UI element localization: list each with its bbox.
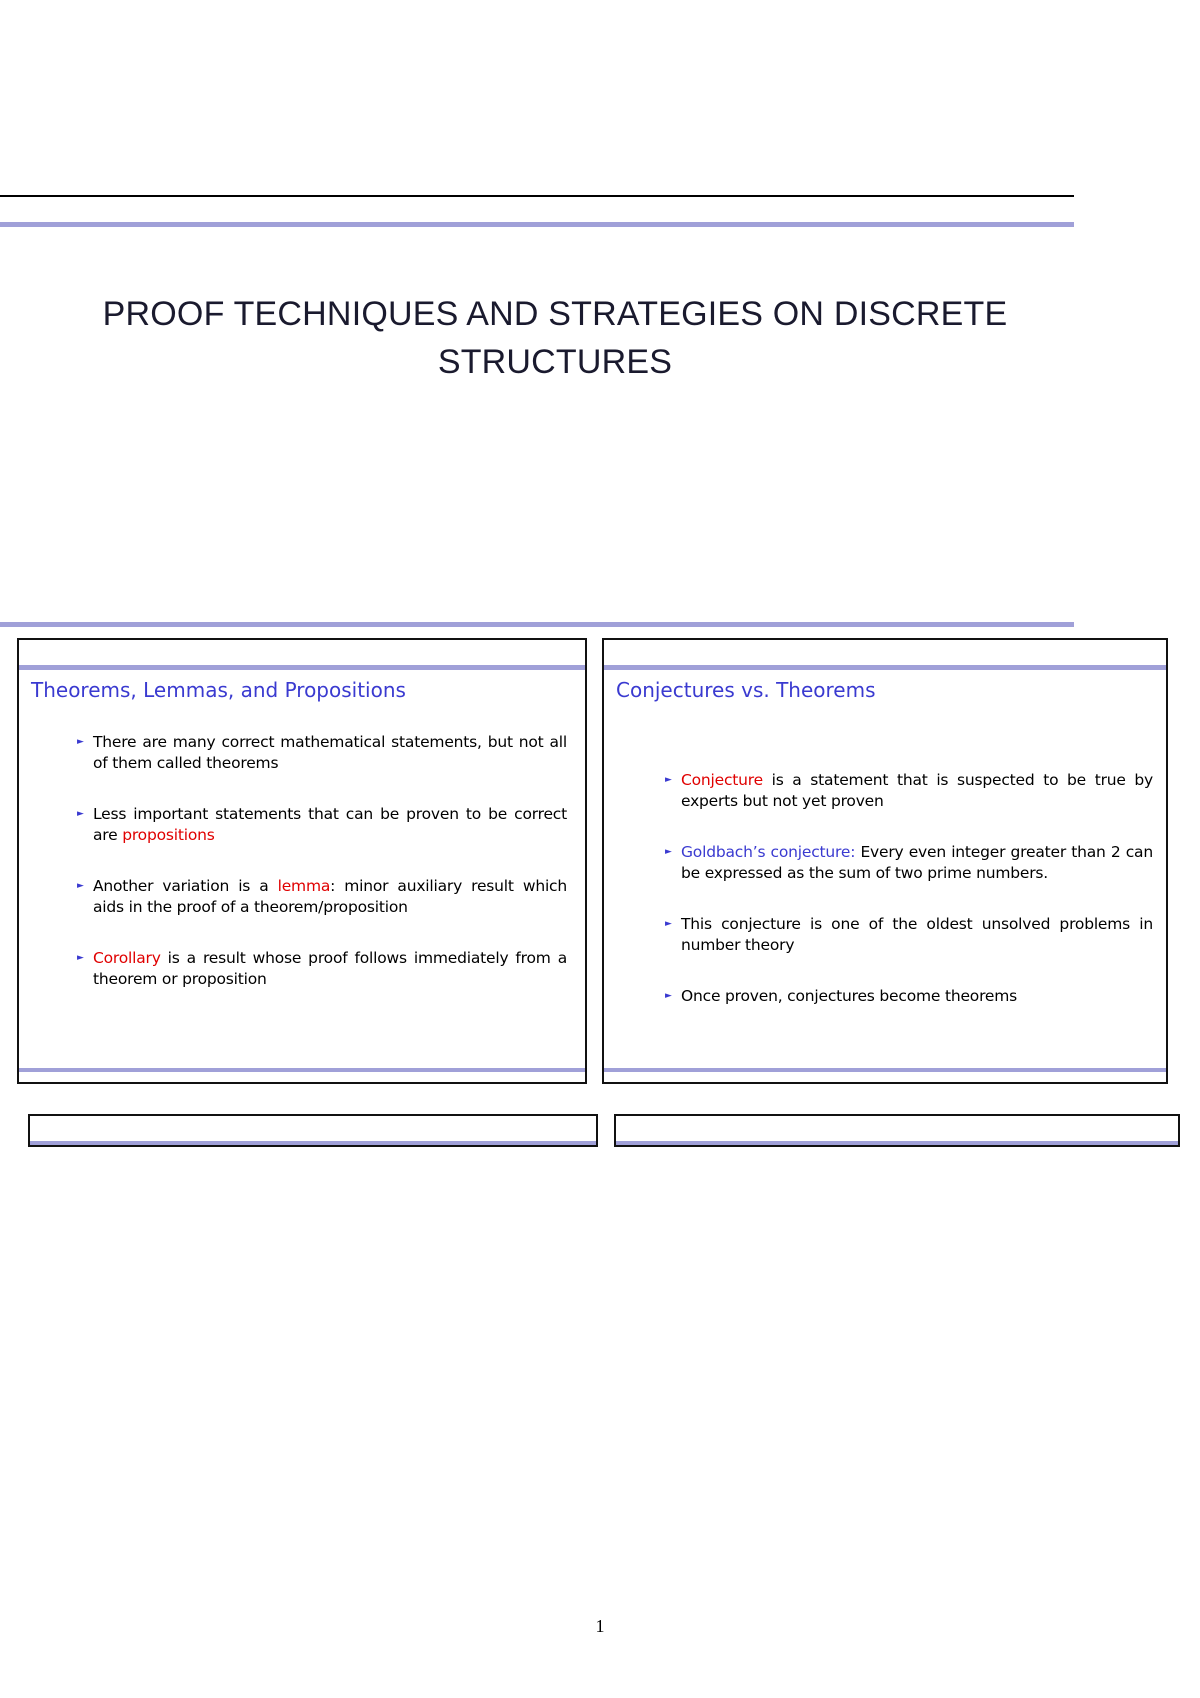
bullet-arrow-icon: ► <box>665 847 672 857</box>
bullet-list <box>77 732 567 990</box>
bullet-arrow-icon: ► <box>77 953 84 963</box>
list-item: ► There are many correct mathematical statements, but not all of them called theorems <box>77 733 567 772</box>
bullet-list <box>665 770 1153 1007</box>
bullet-arrow-icon: ► <box>665 775 672 785</box>
top-rule-black <box>0 195 1074 197</box>
highlight-term: Corollary <box>93 949 161 967</box>
slide-conjectures <box>602 638 1168 1084</box>
document-title: PROOF TECHNIQUES AND STRATEGIES ON DISCRETE STRUCTURES <box>102 295 1008 381</box>
list-item: ► Goldbach’s conjecture: Every even integer greater than 2 can be expressed as the sum of two prime numbers. <box>665 843 1153 882</box>
slide-header-bar <box>19 665 585 670</box>
slide-footer-bar <box>19 1068 585 1072</box>
slide-theorems <box>17 638 587 1084</box>
list-item: ► This conjecture is one of the oldest unsolved problems in number theory <box>665 915 1153 954</box>
list-item: ► Another variation is a lemma: minor auxiliary result which aids in the proof of a theorem/proposition <box>77 877 567 916</box>
list-item: ► Conjecture is a statement that is suspected to be true by experts but not yet proven <box>665 771 1153 810</box>
bullet-arrow-icon: ► <box>665 919 672 929</box>
bullet-arrow-icon: ► <box>665 991 672 1001</box>
list-item: ► Once proven, conjectures become theorems <box>665 987 1018 1005</box>
slide-footer-bar <box>604 1068 1166 1072</box>
highlight-term: Conjecture <box>681 771 763 789</box>
highlight-term: Goldbach’s conjecture: <box>681 843 856 861</box>
slide-header-bar <box>616 1141 1178 1145</box>
slide-title: Conjectures vs. Theorems <box>616 678 876 702</box>
slide-frame-empty <box>28 1114 598 1147</box>
list-item: ► Less important statements that can be proven to be correct are propositions <box>77 805 567 844</box>
highlight-term: propositions <box>122 826 215 844</box>
slide-frame-empty <box>614 1114 1180 1147</box>
slide-strip-bar <box>0 622 1074 627</box>
slide-header-bar <box>30 1141 596 1145</box>
top-rule-accent <box>0 222 1074 227</box>
list-item: ► Corollary is a result whose proof follows immediately from a theorem or proposition <box>77 949 567 988</box>
highlight-term: lemma <box>277 877 331 895</box>
bullet-arrow-icon: ► <box>77 809 84 819</box>
bullet-arrow-icon: ► <box>77 737 84 747</box>
slide-title: Theorems, Lemmas, and Propositions <box>31 678 406 702</box>
bullet-arrow-icon: ► <box>77 881 84 891</box>
slide-header-bar <box>604 665 1166 670</box>
page-number: 1 <box>595 1616 605 1636</box>
